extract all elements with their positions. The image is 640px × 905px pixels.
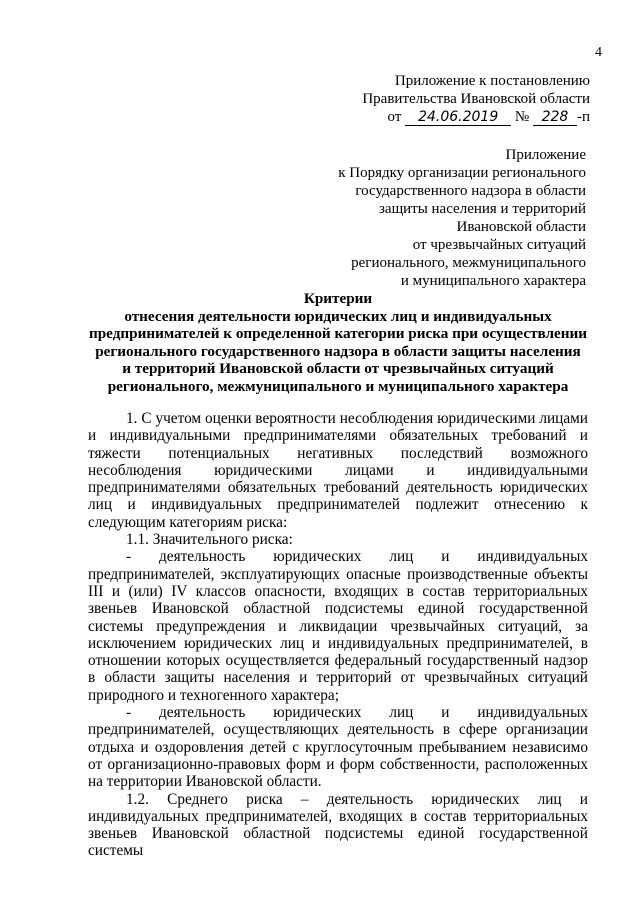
handwritten-number: 228 <box>533 110 577 126</box>
appendix-date-number-line <box>362 108 590 126</box>
document-title <box>88 290 588 395</box>
number-label: № <box>514 109 530 125</box>
appendix-line-2: Правительства Ивановской области <box>362 91 590 107</box>
body-paragraph: 1. С учетом оценки вероятности несоблюдения юридическими лицами и индивидуальными предпринимателями обязательных требований и тяжести потенциальных негативных последствий возможного несоблюдения юридическими лицами и индивидуальными предпринимателями обязательных требований деятельность юридических лиц и индивидуальных предпринимателей подлежит отнесению к следующим категориям риска: <box>88 410 588 531</box>
document-body <box>88 410 588 860</box>
title-line: Критерии <box>303 290 373 307</box>
appendix-resolution-block <box>362 72 590 126</box>
appendix-procedure-block <box>338 146 586 290</box>
appendix-sub-line: Ивановской области <box>456 219 586 235</box>
appendix-sub-line: регионального, межмуниципального <box>351 255 586 271</box>
from-label: от <box>387 109 402 125</box>
appendix-sub-line: от чрезвычайных ситуаций <box>412 237 586 253</box>
body-paragraph: - деятельность юридических лиц и индивидуальных предпринимателей, осуществляющих деятельность в сфере организации отдыха и оздоровления детей с круглосуточным пребыванием независимо от организационно-правовых форм и форм собственности, расположенных на территории Ивановской области. <box>88 704 588 791</box>
title-line: и территорий Ивановской области от чрезвычайных ситуаций <box>122 360 554 377</box>
page-number: 4 <box>595 45 602 60</box>
appendix-line-1: Приложение к постановлению <box>394 73 590 89</box>
title-line: регионального, межмуниципального и муниципального характера <box>107 377 569 395</box>
body-paragraph: - деятельность юридических лиц и индивидуальных предпринимателей, эксплуатирующих опасные производственные объекты III и (или) IV классов опасности, входящих в состав территориальных звеньев Ивановской областной подсистемы единой государственной системы предупреждения и ликвидации чрезвычайных ситуаций, за исключением юридических лиц и индивидуальных предпринимателей, в отношении которых осуществляется федеральный государственный надзор в области защиты населения и территорий от чрезвычайных ситуаций природного и техногенного характера; <box>88 548 588 704</box>
appendix-sub-line: к Порядку организации регионального <box>338 165 586 181</box>
body-paragraph: 1.2. Среднего риска – деятельность юридических лиц и индивидуальных предпринимателей, входящих в состав территориальных звеньев Ивановской областной подсистемы единой государственной системы <box>88 790 588 860</box>
title-line: регионального государственного надзора в области защиты населения <box>95 342 581 360</box>
number-suffix: -п <box>576 109 590 125</box>
appendix-sub-line: и муниципального характера <box>400 273 586 289</box>
title-line: предпринимателей к определенной категории риска при осуществлении <box>88 325 588 342</box>
body-paragraph: 1.1. Значительного риска: <box>126 531 293 549</box>
handwritten-date: 24.06.2019 <box>405 110 511 126</box>
appendix-sub-line: государственного надзора в области <box>355 183 586 199</box>
appendix-sub-line: защиты населения и территорий <box>378 201 586 217</box>
appendix-sub-line: Приложение <box>505 147 586 163</box>
title-line: отнесения деятельности юридических лиц и индивидуальных <box>124 307 552 325</box>
